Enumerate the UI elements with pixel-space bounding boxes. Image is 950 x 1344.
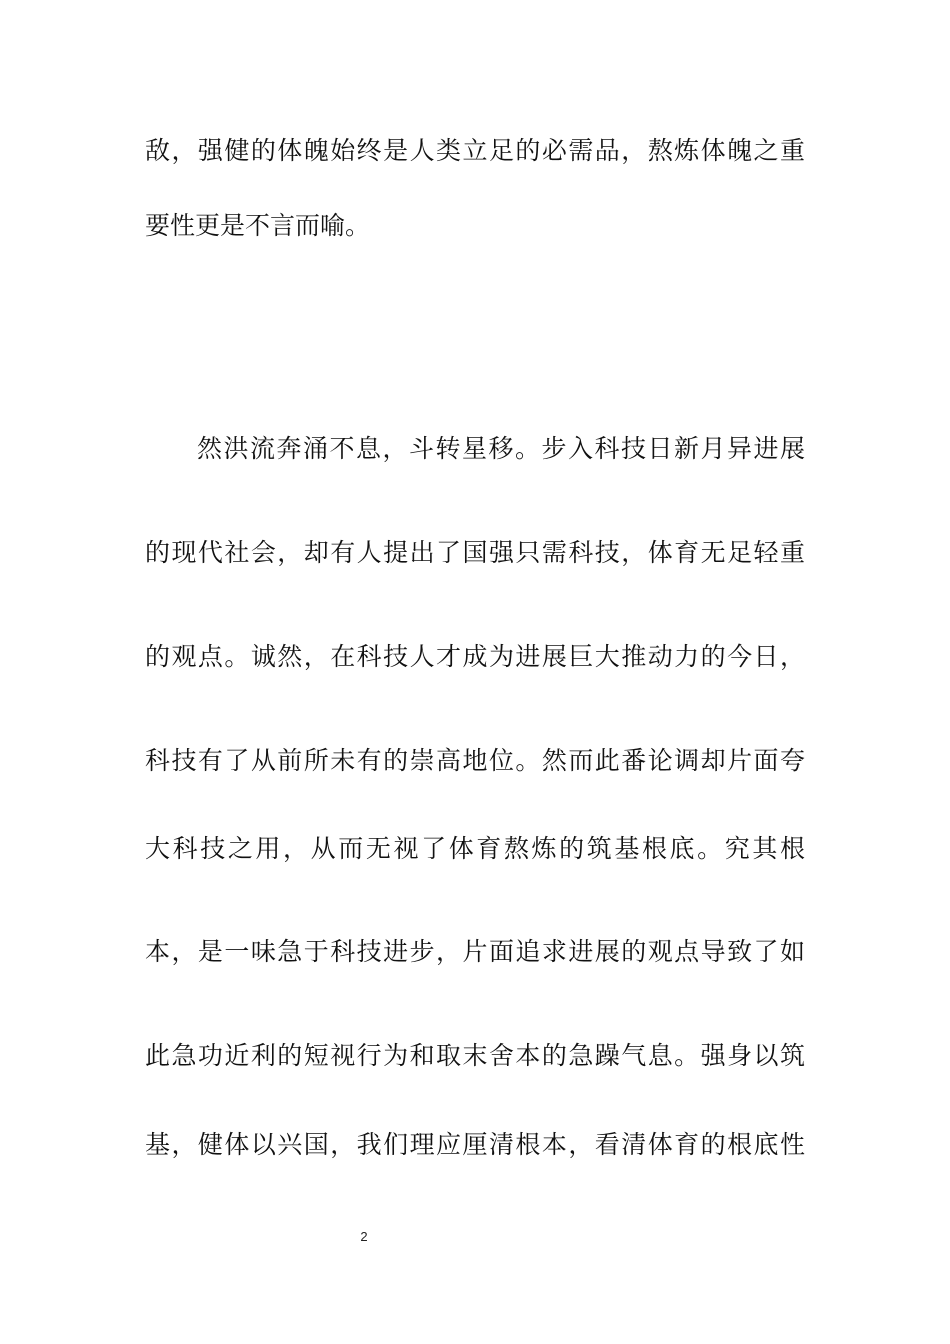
paragraph-2-line-3: 的观点。诚然，在科技人才成为进展巨大推动力的今日， — [145, 642, 805, 671]
paragraph-2-line-5: 大科技之用，从而无视了体育熬炼的筑基根底。究其根 — [145, 834, 805, 863]
page-number: 2 — [360, 1229, 368, 1244]
paragraph-2-line-2: 的现代社会，却有人提出了国强只需科技，体育无足轻重 — [145, 538, 805, 567]
paragraph-2-line-6: 本，是一味急于科技进步，片面追求进展的观点导致了如 — [145, 937, 805, 966]
paragraph-2-line-1: 然洪流奔涌不息，斗转星移。步入科技日新月异进展 — [197, 434, 805, 463]
paragraph-1-line-1: 敌，强健的体魄始终是人类立足的必需品，熬炼体魄之重 — [145, 136, 805, 165]
paragraph-2-line-4: 科技有了从前所未有的崇高地位。然而此番论调却片面夸 — [145, 746, 805, 775]
paragraph-2-line-8: 基，健体以兴国，我们理应厘清根本，看清体育的根底性 — [145, 1130, 805, 1159]
paragraph-1-line-2: 要性更是不言而喻。 — [145, 211, 371, 240]
paragraph-2-line-7: 此急功近利的短视行为和取末舍本的急躁气息。强身以筑 — [145, 1041, 805, 1070]
